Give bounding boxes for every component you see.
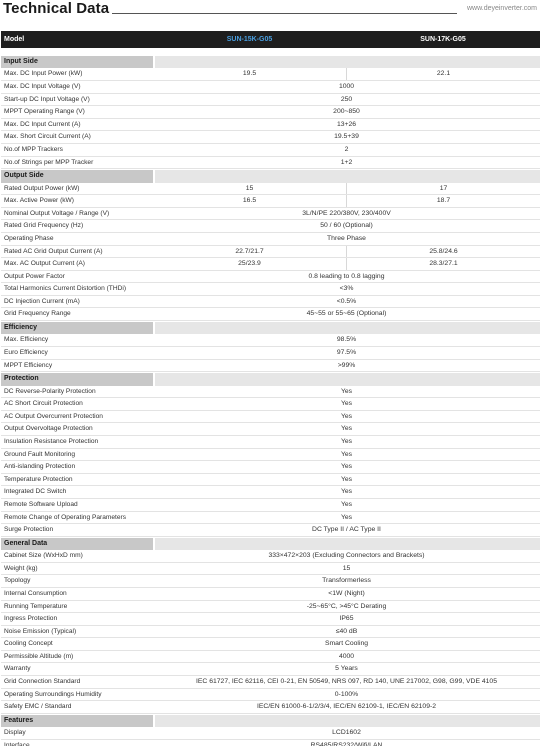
spec-row [1,283,540,296]
spec-row [1,740,540,746]
spec-value: Yes [340,475,353,483]
spec-value-model-1: 19.5 [242,70,257,78]
section-header [1,56,540,68]
spec-value: 200~850 [333,108,360,116]
spec-row [1,308,540,321]
spec-label: Total Harmonics Current Distortion (THDi) [4,285,127,293]
spec-value: Yes [340,400,353,408]
spec-row [1,411,540,424]
spec-row [1,499,540,512]
spec-label: MPPT Operating Range (V) [4,108,85,116]
spec-value: 13+26 [336,120,357,128]
spec-value: LCD1602 [332,729,361,737]
spec-value: -25~65°C, >45°C Derating [306,602,387,610]
spec-table [1,31,540,746]
spec-value: ≤40 dB [335,627,358,635]
spec-label: No.of Strings per MPP Tracker [4,158,94,166]
website-url: www.deyeinverter.com [466,5,537,12]
spec-row [1,246,540,259]
spec-label: Operating Surroundings Humidity [4,690,102,698]
spec-label: AC Output Overcurrent Protection [4,412,103,420]
spec-label: AC Short Circuit Protection [4,400,83,408]
page-header [0,0,541,22]
section-header [1,538,540,550]
spec-value: 250 [340,95,353,103]
spec-label: Permissible Altitude (m) [4,652,74,660]
spec-label: DC Reverse-Polarity Protection [4,387,96,395]
spec-label: Insulation Resistance Protection [4,438,99,445]
spec-label: Max. DC Input Current (A) [4,120,81,128]
spec-value: Three Phase [327,234,366,242]
spec-label: Safety EMC / Standard [4,703,72,711]
section-title: General Data [1,538,153,550]
spec-row [1,474,540,487]
spec-label: Max. DC Input Voltage (V) [4,82,81,90]
spec-label: Euro Efficiency [4,349,48,357]
spec-label: Remote Change of Operating Parameters [4,513,127,521]
spec-label: Cabinet Size (WxHxD mm) [4,552,83,560]
section-band [155,56,540,68]
spec-row [1,651,540,664]
spec-value: Smart Cooling [324,640,369,648]
spec-row [1,208,540,221]
spec-value: Transformerless [322,577,371,585]
spec-label: Operating Phase [4,234,54,242]
section-title: Features [1,715,153,727]
section-title: Protection [1,373,153,385]
spec-row [1,144,540,157]
spec-row [1,183,540,196]
spec-label: Max. Efficiency [4,336,49,344]
spec-label: Rated AC Grid Output Current (A) [4,247,103,255]
spec-row [1,575,540,588]
spec-value: 0.8 leading to 0.8 lagging [308,272,385,280]
spec-value: <1W (Night) [328,589,365,597]
spec-value: 1000 [338,82,355,90]
spec-value: Yes [340,387,353,395]
spec-label: DC Injection Current (mA) [4,297,80,305]
spec-value-model-2: 22.1 [346,68,540,80]
spec-value: Yes [340,412,353,420]
spec-label: Grid Connection Standard [4,678,81,686]
spec-row [1,271,540,284]
section-header [1,322,540,334]
spec-value: 2 [344,145,349,153]
title-divider [112,13,457,14]
spec-label: Rated Output Power (kW) [4,184,80,192]
spec-row [1,334,540,347]
section-band [155,715,540,727]
spec-label: Warranty [4,665,31,673]
spec-value-model-1: 16.5 [242,197,257,205]
spec-row [1,524,540,537]
spec-label: Noise Emission (Typical) [4,627,77,635]
spec-label: Rated Grid Frequency (Hz) [4,222,84,230]
model-name-2: SUN-17K-G05 [420,36,466,43]
spec-value: Yes [340,438,353,445]
spec-value: IEC/EN 61000-6-1/2/3/4, IEC/EN 62109-1, IEC/EN 62109-2 [256,703,437,711]
spec-value: 19.5+39 [334,133,359,141]
spec-value: Yes [340,425,353,433]
spec-value-model-2: 17 [346,183,540,195]
spec-value: DC Type II / AC Type II [312,526,381,534]
spec-value: Yes [340,450,353,458]
spec-value: 0-100% [334,690,359,698]
spec-row [1,550,540,563]
spec-row [1,449,540,462]
spec-label: Running Temperature [4,602,68,610]
section-title: Efficiency [1,322,153,334]
spec-row [1,638,540,651]
spec-value: Yes [340,500,353,508]
spec-row [1,689,540,702]
spec-row [1,613,540,626]
section-header [1,170,540,182]
spec-label: Temperature Protection [4,475,73,483]
spec-value-model-1: 22.7/21.7 [235,247,264,255]
spec-value: 5 Years [335,665,358,673]
page-title: Technical Data [3,0,110,17]
spec-label: Grid Frequency Range [4,310,71,318]
spec-label: Nominal Output Voltage / Range (V) [4,209,110,217]
spec-row [1,423,540,436]
spec-value: 15 [342,564,351,572]
section-band [155,170,540,182]
spec-value: 98.5% [336,336,357,344]
spec-label: Max. Short Circuit Current (A) [4,133,91,141]
spec-value: 45~55 or 55~65 (Optional) [306,310,387,318]
spec-row [1,195,540,208]
spec-label: Max. DC Input Power (kW) [4,70,83,78]
spec-value: >99% [337,361,356,369]
model-name-1: SUN-15K-G05 [226,36,273,43]
spec-label: No.of MPP Trackers [4,145,63,153]
spec-label: Output Overvoltage Protection [4,425,93,433]
spec-sections [1,56,540,746]
section-header [1,715,540,727]
spec-value: IP65 [339,615,354,623]
spec-row [1,157,540,170]
model-header-row [1,31,540,48]
spec-row [1,131,540,144]
spec-value: 97.5% [336,349,357,357]
spec-value: 1+2 [340,158,353,166]
spec-value: Yes [340,513,353,521]
section-band [155,373,540,385]
spec-label: Internal Consumption [4,589,67,597]
spec-row [1,676,540,689]
spec-row [1,486,540,499]
spec-label: Interface [4,741,30,746]
section-band [155,322,540,334]
spec-label: Topology [4,577,31,585]
spec-label: MPPT Efficiency [4,361,53,369]
spec-row [1,106,540,119]
spec-label: Ground Fault Monitoring [4,450,76,458]
spec-row [1,68,540,81]
section-title: Output Side [1,170,153,182]
spec-value: Yes [340,488,353,496]
spec-label: Display [4,729,26,737]
spec-row [1,512,540,525]
spec-row [1,563,540,576]
section-header [1,373,540,385]
spec-row [1,436,540,449]
spec-row [1,601,540,614]
spec-value-model-2: 28.3/27.1 [346,258,540,270]
spec-row [1,81,540,94]
spec-value: Yes [340,463,353,471]
spec-label: Surge Protection [4,526,54,534]
spec-value: 4000 [338,652,355,660]
spec-value: RS485/RS232/Wifi/LAN [310,741,383,746]
section-band [155,538,540,550]
spec-value: 333×472×203 (Excluding Connectors and Brackets) [268,552,425,560]
spec-value: 50 / 60 (Optional) [320,222,373,230]
spec-row [1,296,540,309]
spec-row [1,727,540,740]
spec-value: IEC 61727, IEC 62116, CEI 0-21, EN 50549, NRS 097, RD 140, UNE 217002, G98, G99, VDE 4105 [195,678,497,686]
spec-row [1,347,540,360]
spec-label: Weight (kg) [4,564,38,572]
spec-value-model-1: 25/23.9 [238,260,261,268]
spec-row [1,701,540,714]
spec-row [1,220,540,233]
spec-value-model-2: 18.7 [346,195,540,207]
spec-row [1,258,540,271]
spec-row [1,94,540,107]
spec-row [1,398,540,411]
spec-value: 3L/N/PE 220/380V, 230/400V [302,209,391,217]
spec-row [1,461,540,474]
spec-row [1,233,540,246]
spec-row [1,360,540,373]
spec-value-model-1: 15 [245,184,254,192]
spec-value: <0.5% [336,297,357,305]
spec-row [1,663,540,676]
spec-label: Remote Software Upload [4,500,78,508]
spec-row [1,626,540,639]
spec-label: Max. AC Output Current (A) [4,260,85,268]
spec-value: <3% [339,285,354,293]
spec-row [1,119,540,132]
spec-label: Max. Active Power (kW) [4,197,74,205]
header-gap [1,48,540,55]
spec-label: Ingress Protection [4,615,58,623]
spec-label: Cooling Concept [4,640,53,648]
spec-value-model-2: 25.8/24.6 [346,246,540,258]
spec-label: Start-up DC Input Voltage (V) [4,95,90,103]
spec-label: Output Power Factor [4,272,65,280]
spec-label: Anti-islanding Protection [4,463,76,471]
model-label: Model [4,36,25,43]
spec-row [1,588,540,601]
spec-row [1,386,540,399]
spec-label: Integrated DC Switch [4,488,67,496]
section-title: Input Side [1,56,153,68]
